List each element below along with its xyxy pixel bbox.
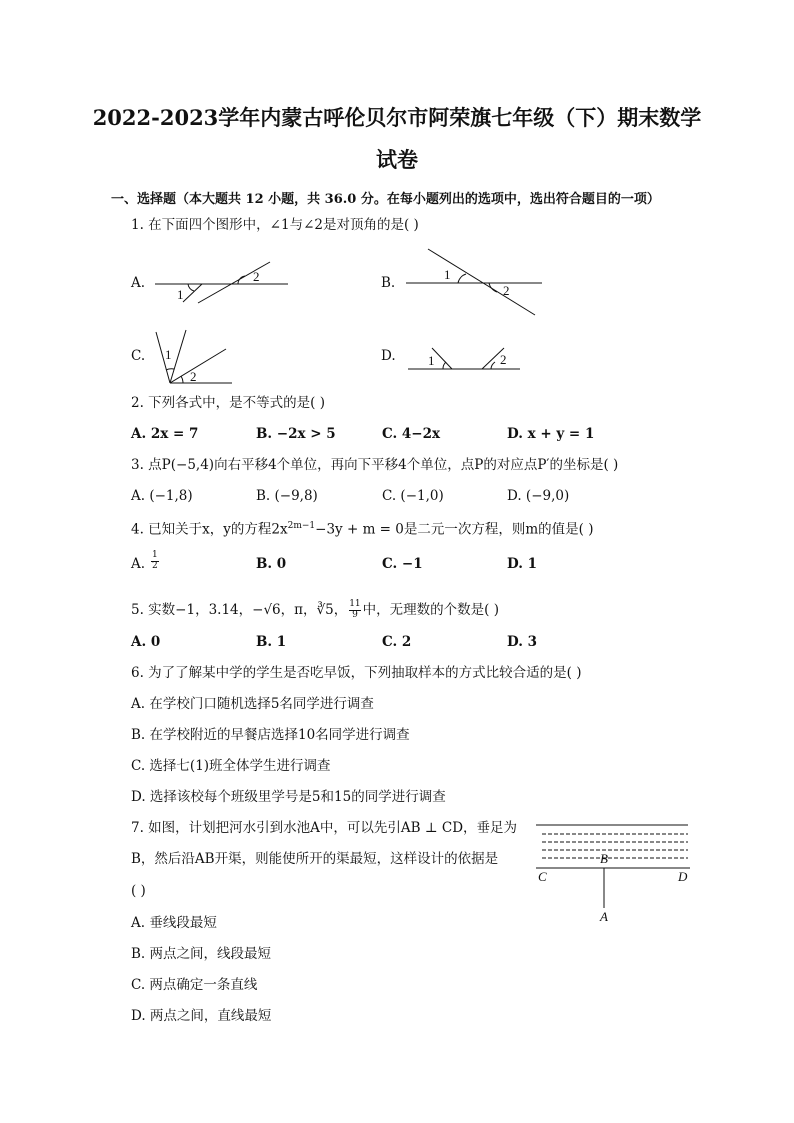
q3-option-b: B. (−9,8) — [256, 488, 318, 504]
q1-option-d-label: D. — [381, 348, 396, 364]
q6-option-a: A. 在学校门口随机选择5名同学进行调查 — [131, 696, 374, 712]
point-d-label: D — [678, 869, 688, 884]
q5-option-a: A. 0 — [131, 634, 161, 650]
fraction-denominator: 2 — [152, 560, 158, 571]
q2-stem: 2. 下列各式中，是不等式的是( ) — [131, 395, 325, 411]
q4-stem-pre: 4. 已知关于x，y的方程2x — [131, 521, 288, 538]
q5-stem-pre: 5. 实数−1，3.14，−√6，π，∛5， — [131, 601, 348, 618]
q1-option-b-label: B. — [381, 275, 396, 291]
q1-figure-c — [150, 326, 240, 388]
page-title-line1: 2022-2023学年内蒙古呼伦贝尔市阿荣旗七年级（下）期末数学 — [92, 105, 702, 130]
q4-exponent: 2m−1 — [287, 521, 316, 531]
q7-stem-line3: ( ) — [131, 883, 146, 899]
point-b-label: B — [600, 851, 608, 866]
q5-fraction — [349, 600, 360, 621]
q1-stem: 1. 在下面四个图形中，∠1与∠2是对顶角的是( ) — [131, 217, 419, 233]
angle-1-label: 1 — [444, 267, 451, 282]
q5-stem-post: 中，无理数的个数是( ) — [362, 601, 499, 618]
q5-option-d: D. 3 — [507, 634, 538, 650]
q5-option-b: B. 1 — [256, 634, 287, 650]
q1-figure-a — [150, 258, 290, 306]
q7-stem-line1: 7. 如图，计划把河水引到水池A中，可以先引AB ⊥ CD，垂足为 — [131, 820, 518, 836]
q4-stem — [131, 522, 594, 537]
q4-option-d: D. 1 — [507, 556, 538, 572]
q5-option-c: C. 2 — [382, 634, 412, 650]
angle-2-label: 2 — [253, 269, 260, 284]
q7-river-figure — [528, 818, 698, 928]
angle-2-label: 2 — [190, 369, 197, 384]
q4-stem-post: −3y + m = 0是二元一次方程，则m的值是( ) — [315, 521, 594, 538]
point-c-label: C — [538, 869, 547, 884]
q4-option-a-fraction — [151, 551, 159, 572]
q1-option-c-label: C. — [131, 348, 146, 364]
q6-option-b: B. 在学校附近的早餐店选择10名同学进行调查 — [131, 727, 410, 743]
angle-1-label: 1 — [165, 347, 172, 362]
section-heading: 一、选择题（本大题共 12 小题，共 36.0 分。在每小题列出的选项中，选出符合题目的一项） — [111, 192, 660, 207]
q4-option-a-label: A. — [131, 556, 146, 572]
angle-1-label: 1 — [428, 353, 435, 368]
angle-1-label: 1 — [177, 287, 184, 302]
q1-figure-b — [400, 247, 550, 319]
q3-option-d: D. (−9,0) — [507, 488, 570, 504]
q3-option-a: A. (−1,8) — [131, 488, 193, 504]
q3-stem: 3. 点P(−5,4)向右平移4个单位，再向下平移4个单位，点P的对应点P′的坐标是( ) — [131, 457, 619, 473]
q7-option-d: D. 两点之间，直线最短 — [131, 1008, 272, 1024]
q7-option-a: A. 垂线段最短 — [131, 915, 217, 931]
q7-option-c: C. 两点确定一条直线 — [131, 977, 258, 993]
q6-stem: 6. 为了了解某中学的学生是否吃早饭，下列抽取样本的方式比较合适的是( ) — [131, 665, 582, 681]
q1-option-a-label: A. — [131, 275, 146, 291]
q4-option-b: B. 0 — [256, 556, 287, 572]
q6-option-d: D. 选择该校每个班级里学号是5和15的同学进行调查 — [131, 789, 446, 805]
q3-option-c: C. (−1,0) — [382, 488, 444, 504]
q2-option-c: C. 4−2x — [382, 426, 441, 442]
fraction-numerator: 11 — [349, 599, 361, 609]
fraction-denominator: 9 — [352, 609, 358, 620]
q2-option-b: B. −2x > 5 — [256, 426, 336, 442]
q1-figure-d — [400, 340, 530, 374]
angle-2-label: 2 — [500, 352, 507, 367]
q4-option-c: C. −1 — [382, 556, 423, 572]
q2-option-a: A. 2x = 7 — [131, 426, 199, 442]
page-title-line2: 试卷 — [376, 147, 418, 172]
fraction-numerator: 1 — [152, 550, 158, 560]
q5-stem — [131, 600, 499, 621]
q2-option-d: D. x + y = 1 — [507, 426, 595, 442]
q7-stem-line2: B，然后沿AB开渠，则能使所开的渠最短，这样设计的依据是 — [131, 851, 499, 867]
q7-option-b: B. 两点之间，线段最短 — [131, 946, 272, 962]
angle-2-label: 2 — [503, 283, 510, 298]
q6-option-c: C. 选择七(1)班全体学生进行调查 — [131, 758, 331, 774]
point-a-label: A — [600, 909, 608, 924]
